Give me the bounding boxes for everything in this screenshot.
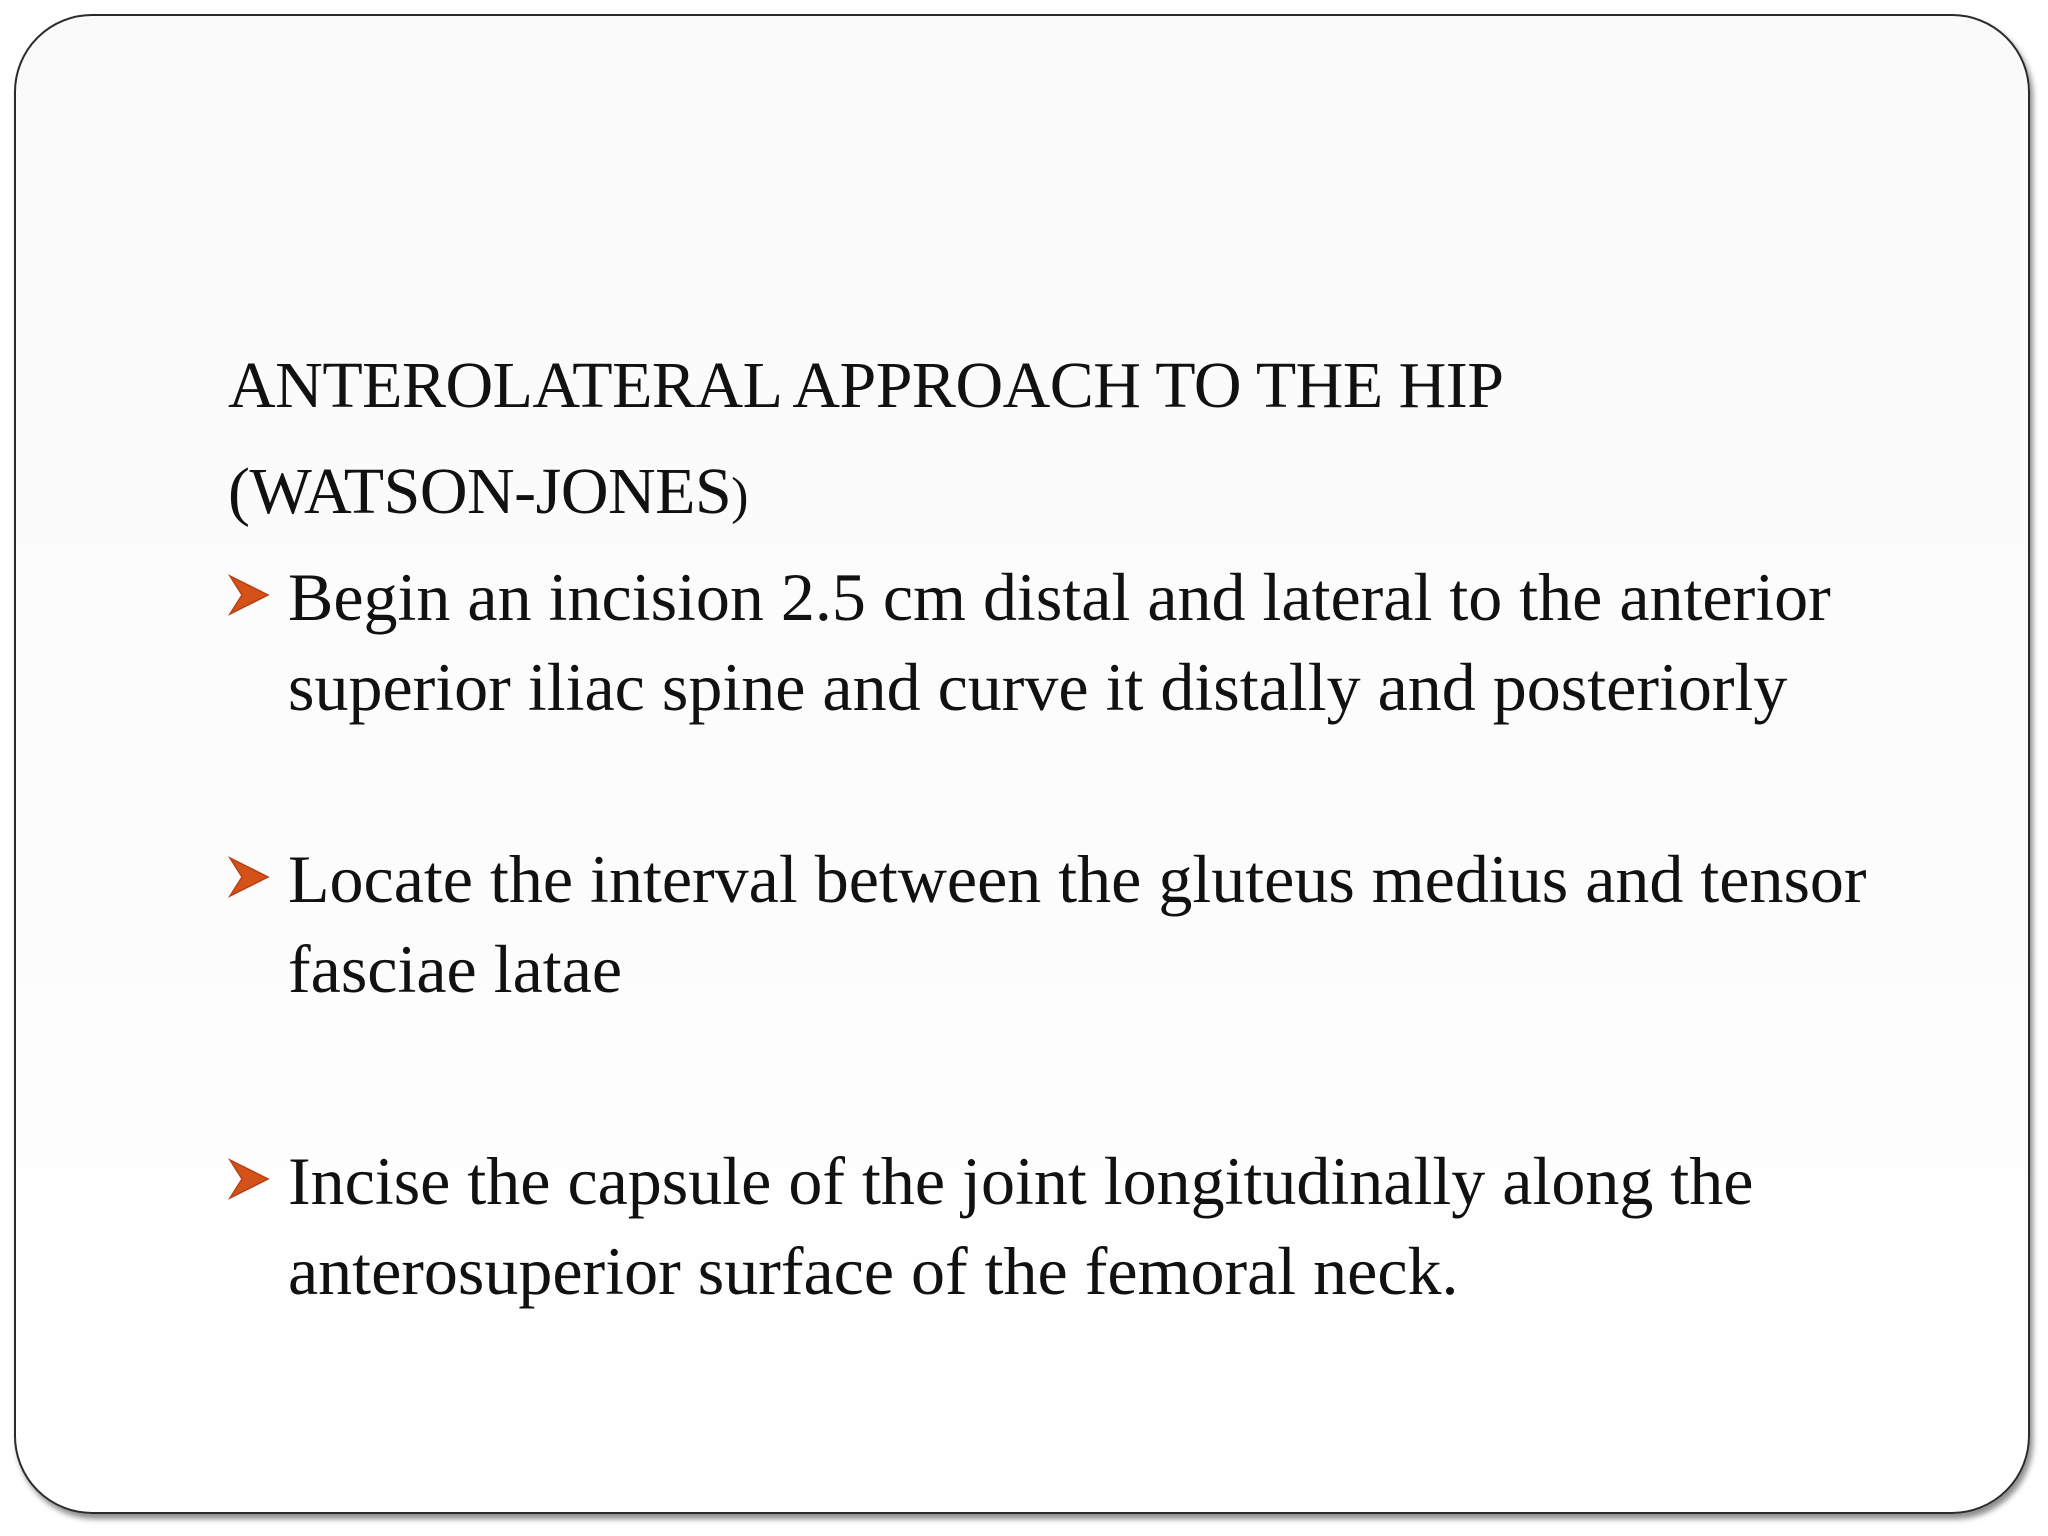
bullet-text: Incise the capsule of the joint longitudinally along the anterosuperior surface of the femoral neck. [288,1143,1754,1309]
slide-heading-main: (WATSON-JONES [228,455,732,528]
arrowhead-bullet-icon [226,1156,272,1202]
bullet-text: Begin an incision 2.5 cm distal and lateral to the anterior superior iliac spine and curve it distally and posteriorly [288,559,1831,725]
bullet-text: Locate the interval between the gluteus medius and tensor fasciae latae [288,841,1867,1007]
slide-heading-close-paren: ) [731,468,748,525]
arrowhead-bullet-icon [226,572,272,618]
arrowhead-bullet-icon [226,854,272,900]
slide-heading-line-1: ANTEROLATERAL APPROACH TO THE HIP [228,349,1504,422]
slide-heading-line-2 [228,452,748,537]
